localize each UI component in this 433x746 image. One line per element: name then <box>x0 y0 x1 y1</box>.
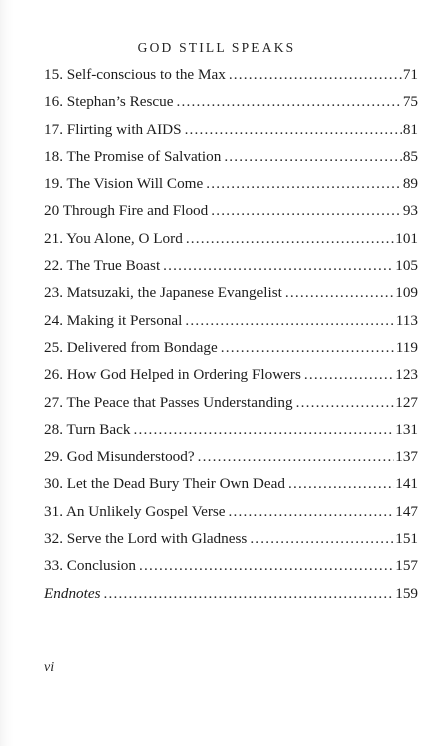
toc-entry <box>44 202 418 229</box>
running-head: GOD STILL SPEAKS <box>137 40 296 55</box>
dot-leader <box>211 202 402 220</box>
toc-entry-page: 101 <box>395 229 418 247</box>
toc-entry-title: 17. Flirting with AIDS <box>44 120 182 138</box>
toc-entry-title: 23. Matsuzaki, the Japanese Evangelist <box>44 284 282 302</box>
toc-entry-page: 89 <box>402 175 418 193</box>
toc-entry-title: Endnotes <box>44 584 101 602</box>
toc-entry <box>44 448 418 475</box>
toc-entry-title: 27. The Peace that Passes Understanding <box>44 393 293 411</box>
toc-entry-title: 32. Serve the Lord with Gladness <box>44 530 248 548</box>
dot-leader <box>206 175 402 193</box>
toc-entry <box>44 503 418 530</box>
page-folio: vi <box>44 660 55 675</box>
dot-leader <box>185 312 394 330</box>
toc-entry-page: 131 <box>395 420 418 438</box>
toc-entry <box>44 312 418 339</box>
toc-entry <box>44 175 418 202</box>
toc-entry-title: 29. God Misunderstood? <box>44 448 195 466</box>
toc-entry-page: 85 <box>402 147 418 165</box>
toc-entry-page: 75 <box>402 93 418 111</box>
toc-entry <box>44 257 418 284</box>
toc-entry <box>44 530 418 557</box>
toc-entry <box>44 557 418 584</box>
toc-entry-page: 151 <box>395 530 418 548</box>
toc-entry-title: 18. The Promise of Salvation <box>44 147 222 165</box>
toc-entry <box>44 366 418 393</box>
dot-leader <box>229 66 402 84</box>
dot-leader <box>296 394 395 412</box>
toc-entry-title: 19. The Vision Will Come <box>44 175 204 193</box>
dot-leader <box>288 475 394 493</box>
toc-entry-page: 123 <box>395 366 418 384</box>
toc-entry-page: 105 <box>395 257 418 275</box>
toc-entry-page: 157 <box>395 557 418 575</box>
table-of-contents <box>44 66 418 612</box>
toc-entry-page: 71 <box>402 66 418 83</box>
toc-entry-title: 26. How God Helped in Ordering Flowers <box>44 366 301 384</box>
toc-entry-page: 109 <box>395 284 418 302</box>
toc-entry <box>44 66 418 93</box>
toc-entry-title: 25. Delivered from Bondage <box>44 338 218 356</box>
toc-entry-page: 93 <box>402 202 418 220</box>
toc-entry <box>44 148 418 175</box>
dot-leader <box>285 284 394 302</box>
toc-entry-title: 24. Making it Personal <box>44 311 183 329</box>
dot-leader <box>139 557 394 575</box>
toc-entry <box>44 121 418 148</box>
toc-entry <box>44 284 418 311</box>
toc-entry-page: 119 <box>395 338 418 356</box>
toc-entry <box>44 230 418 257</box>
toc-entry <box>44 93 418 120</box>
toc-entry-page: 113 <box>395 311 418 329</box>
toc-entry <box>44 394 418 421</box>
toc-entry <box>44 339 418 366</box>
toc-entry-page: 81 <box>402 120 418 138</box>
toc-entry-page: 141 <box>395 475 418 493</box>
toc-entry <box>44 475 418 502</box>
dot-leader <box>198 448 395 466</box>
dot-leader <box>186 230 394 248</box>
toc-entry-page: 147 <box>395 502 418 520</box>
toc-entry-title: 31. An Unlikely Gospel Verse <box>44 502 226 520</box>
dot-leader <box>250 530 394 548</box>
toc-entry-page: 159 <box>395 584 418 602</box>
toc-entry-title: 33. Conclusion <box>44 557 136 575</box>
toc-entry-title: 20 Through Fire and Flood <box>44 202 209 220</box>
dot-leader <box>221 339 395 357</box>
toc-entry-title: 22. The True Boast <box>44 257 161 275</box>
dot-leader <box>185 121 402 139</box>
toc-entry-page: 137 <box>395 448 418 466</box>
dot-leader <box>229 503 395 521</box>
toc-entry-endnotes <box>44 585 418 612</box>
toc-entry-page: 127 <box>395 393 418 411</box>
dot-leader <box>163 257 394 275</box>
dot-leader <box>104 585 395 603</box>
toc-entry-title: 30. Let the Dead Bury Their Own Dead <box>44 475 285 493</box>
dot-leader <box>134 421 395 439</box>
toc-entry-title: 15. Self-conscious to the Max <box>44 66 226 83</box>
dot-leader <box>304 366 394 384</box>
dot-leader <box>177 93 402 111</box>
toc-entry-title: 16. Stephan’s Rescue <box>44 93 174 111</box>
toc-entry-title: 28. Turn Back <box>44 420 131 438</box>
dot-leader <box>224 148 402 166</box>
toc-entry-title: 21. You Alone, O Lord <box>44 229 183 247</box>
toc-entry <box>44 421 418 448</box>
